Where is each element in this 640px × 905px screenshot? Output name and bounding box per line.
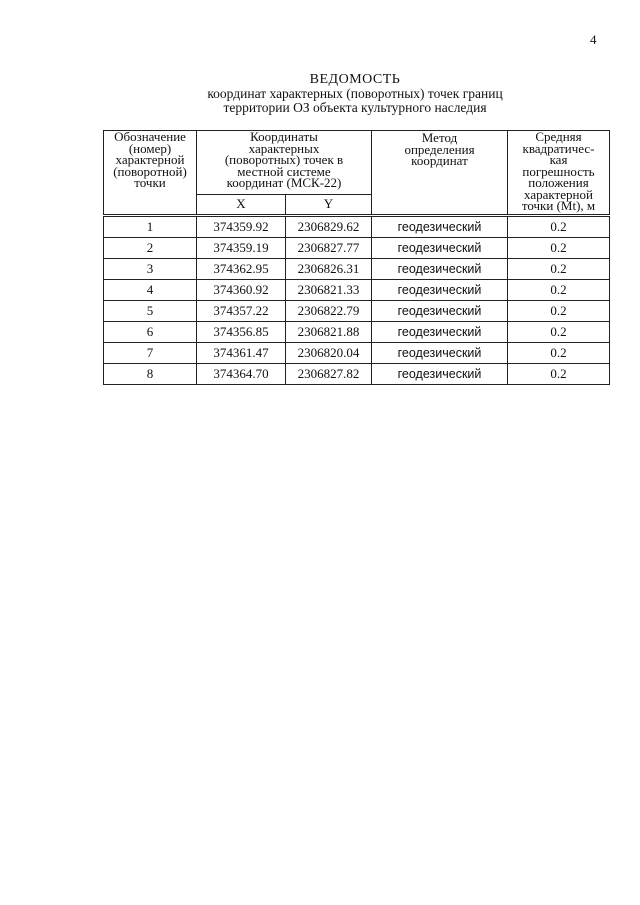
cell-point-number: 6 xyxy=(104,321,197,342)
cell-point-number: 4 xyxy=(104,279,197,300)
header-method xyxy=(372,131,508,215)
cell-point-number: 2 xyxy=(104,237,197,258)
cell-mt: 0.2 xyxy=(508,300,610,321)
cell-x: 374364.70 xyxy=(197,363,286,384)
cell-x: 374357.22 xyxy=(197,300,286,321)
cell-point-number: 5 xyxy=(104,300,197,321)
cell-y: 2306821.33 xyxy=(286,279,372,300)
header-y: Y xyxy=(286,194,372,214)
header-line: положения xyxy=(528,175,589,190)
header-line: (поворотных) точек в xyxy=(224,152,344,167)
header-mean-square-error xyxy=(508,131,610,215)
cell-mt: 0.2 xyxy=(508,363,610,384)
table-row xyxy=(104,300,610,321)
cell-y: 2306827.77 xyxy=(286,237,372,258)
header-line: характерной xyxy=(115,152,185,167)
cell-method: геодезический xyxy=(372,321,508,342)
document-heading xyxy=(100,73,610,115)
header-x: X xyxy=(197,194,286,214)
header-line: кая xyxy=(549,152,568,167)
header-line: Метод xyxy=(421,130,458,145)
cell-y: 2306821.88 xyxy=(286,321,372,342)
cell-x: 374359.92 xyxy=(197,216,286,237)
header-line: координат (МСК-22) xyxy=(226,175,342,190)
header-line: местной системе xyxy=(237,163,331,179)
document-title: ВЕДОМОСТЬ xyxy=(309,72,401,87)
cell-y: 2306822.79 xyxy=(286,300,372,321)
cell-method: геодезический xyxy=(372,216,508,237)
cell-y: 2306820.04 xyxy=(286,342,372,363)
header-line: погрешность xyxy=(522,163,595,179)
table-row xyxy=(104,216,610,237)
cell-method: геодезический xyxy=(372,300,508,321)
header-line: квадратичес- xyxy=(522,140,595,156)
cell-mt: 0.2 xyxy=(508,258,610,279)
cell-mt: 0.2 xyxy=(508,342,610,363)
cell-mt: 0.2 xyxy=(508,279,610,300)
header-line: Координаты xyxy=(250,129,318,144)
header-line: характерной xyxy=(524,186,593,202)
table-row xyxy=(104,279,610,300)
header-line: (поворотной) xyxy=(113,163,187,179)
table-row xyxy=(104,237,610,258)
page-number: 4 xyxy=(590,32,597,47)
cell-point-number: 3 xyxy=(104,258,197,279)
cell-mt: 0.2 xyxy=(508,237,610,258)
cell-method: геодезический xyxy=(372,237,508,258)
header-coordinates xyxy=(197,131,372,195)
header-line: Обозначение xyxy=(114,129,186,144)
cell-method: геодезический xyxy=(372,279,508,300)
cell-x: 374356.85 xyxy=(197,321,286,342)
cell-x: 374359.19 xyxy=(197,237,286,258)
header-line: определения xyxy=(404,141,475,157)
table-header xyxy=(104,131,610,215)
header-line: Средняя xyxy=(535,129,582,144)
table-body xyxy=(104,214,610,384)
cell-x: 374360.92 xyxy=(197,279,286,300)
cell-x: 374361.47 xyxy=(197,342,286,363)
cell-method: геодезический xyxy=(372,258,508,279)
table-row xyxy=(104,363,610,384)
header-line: координат xyxy=(411,153,468,168)
header-line: характерных xyxy=(248,140,320,156)
table-row xyxy=(104,321,610,342)
cell-x: 374362.95 xyxy=(197,258,286,279)
cell-method: геодезический xyxy=(372,342,508,363)
header-line: (номер) xyxy=(128,140,172,156)
header-line: точки (Mt), м xyxy=(521,198,596,213)
cell-y: 2306829.62 xyxy=(286,216,372,237)
cell-y: 2306827.82 xyxy=(286,363,372,384)
cell-point-number: 1 xyxy=(104,216,197,237)
cell-mt: 0.2 xyxy=(508,216,610,237)
coordinates-table xyxy=(103,130,610,385)
cell-point-number: 7 xyxy=(104,342,197,363)
cell-y: 2306826.31 xyxy=(286,258,372,279)
header-designation xyxy=(104,131,197,215)
cell-method: геодезический xyxy=(372,363,508,384)
document-subtitle-line-1: координат характерных (поворотных) точек границ xyxy=(207,86,503,101)
document-subtitle-line-2: территории ОЗ объекта культурного наследия xyxy=(223,100,487,115)
cell-point-number: 8 xyxy=(104,363,197,384)
table-row xyxy=(104,258,610,279)
table-row xyxy=(104,342,610,363)
cell-mt: 0.2 xyxy=(508,321,610,342)
header-line: точки xyxy=(134,175,166,190)
